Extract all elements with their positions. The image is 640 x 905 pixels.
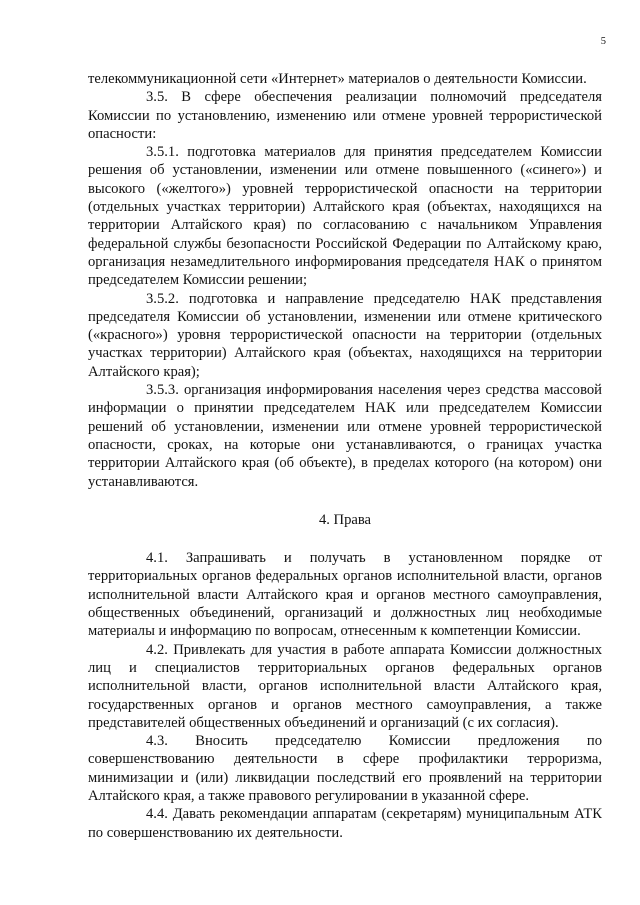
paragraph-4-2: 4.2. Привлекать для участия в работе аппарата Комиссии должностных лиц и специалистов территориальных органов федеральных органов исполнительной власти, органов исполнительной власти Алтайского края, государственных органов и органов местного самоуправления, а также представителей общественных объединений и организаций (с их согласия). [88,641,602,731]
paragraph-3-5-3: 3.5.3. организация информирования населения через средства массовой информации о принятии председателем НАК или председателем Комиссии решений об установлении, изменении или отмене уровней террористической опасности, сроках, на которые они устанавливаются, о границах участка территории Алтайского края (об объекте), в пределах которого (на котором) они устанавливаются. [88,382,602,490]
paragraph-4-1: 4.1. Запрашивать и получать в установленном порядке от территориальных органов федеральных органов исполнительной власти, органов исполнительной власти Алтайского края и органов местного самоуправления, общественных объединений, организаций и должностных лиц необходимые материалы и информацию по вопросам, отнесенным к компетенции Комиссии. [88,550,602,640]
document-body [88,70,602,842]
page-number: 5 [600,36,606,47]
section-heading: 4. Права [318,511,372,528]
paragraph-continuation: телекоммуникационной сети «Интернет» материалов о деятельности Комиссии. [88,71,587,87]
paragraph-3-5-2: 3.5.2. подготовка и направление председателю НАК представления председателя Комиссии об установлении, изменении или отмене критического («красного») уровня террористической опасности на территории (отдельных участках территории) Алтайского края (объектах, находящихся на территории Алтайского края); [88,290,602,380]
paragraph-4-4: 4.4. Давать рекомендации аппаратам (секретарям) муниципальным АТК по совершенствованию их деятельности. [88,806,602,841]
paragraph-3-5: 3.5. В сфере обеспечения реализации полномочий председателя Комиссии по установлению, изменению или отмене уровней террористической опасности: [88,89,602,142]
paragraph-3-5-1: 3.5.1. подготовка материалов для принятия председателем Комиссии решения об установлении, изменении или отмене повышенного («синего») и высокого («желтого») уровней террористической опасности на территории (отдельных участках территории) Алтайского края (объектах, находящихся на территории Алтайского края) по согласованию с начальником Управления федеральной службы безопасности Российской Федерации по Алтайскому краю, организация незамедлительного информирования председателя НАК о принятом председателем Комиссии решении; [88,144,602,289]
paragraph-4-3: 4.3. Вносить председателю Комиссии предложения по совершенствованию деятельности в сфере профилактики терроризма, минимизации и (или) ликвидации последствий его проявлений на территории Алтайского края, а также правового регулировании в указанной сфере. [88,733,602,804]
